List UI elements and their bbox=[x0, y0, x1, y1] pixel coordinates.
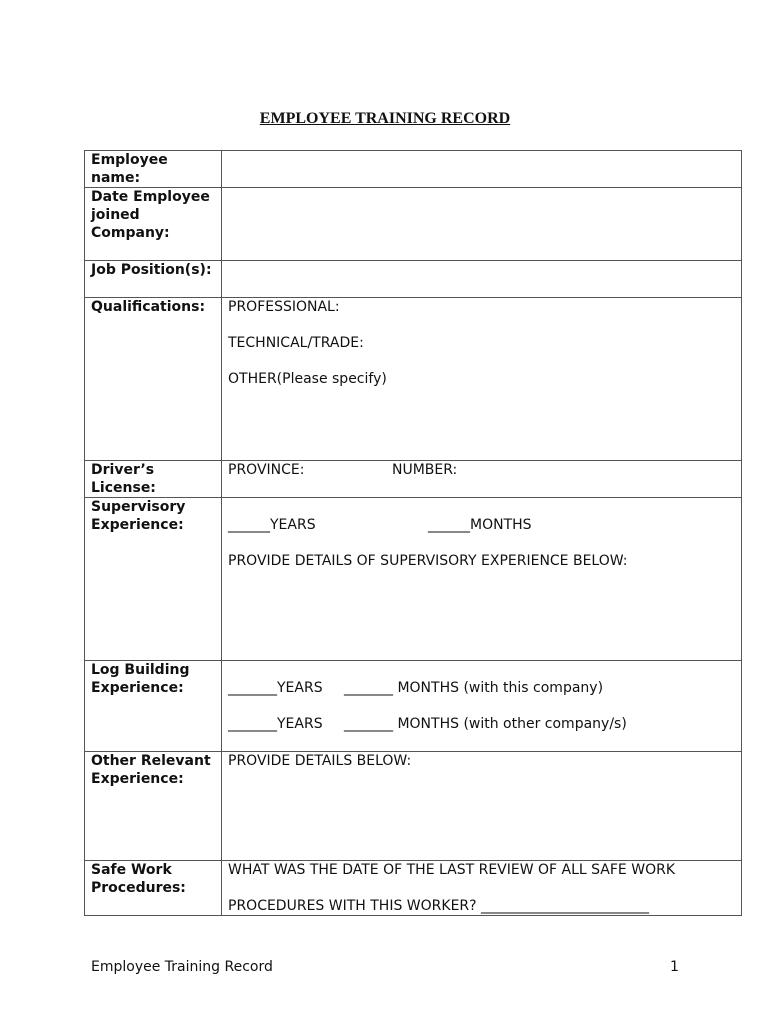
supervisory-field[interactable] bbox=[222, 498, 742, 661]
safe-work-question-line1: WHAT WAS THE DATE OF THE LAST REVIEW OF ALL SAFE WORK bbox=[228, 862, 675, 878]
log-building-field[interactable] bbox=[222, 661, 742, 752]
qualifications-field[interactable] bbox=[222, 298, 742, 461]
log-years-other-company: _______YEARS bbox=[228, 716, 323, 732]
safe-work-question-line2: PROCEDURES WITH THIS WORKER? ________________________ bbox=[228, 898, 650, 914]
log-months-other-company: _______ MONTHS (with other company/s) bbox=[344, 716, 627, 732]
row-date-joined bbox=[85, 188, 742, 261]
row-drivers-license bbox=[85, 461, 742, 498]
employee-name-label: Employee name: bbox=[85, 151, 222, 188]
supervisory-label: Supervisory Experience: bbox=[85, 498, 222, 661]
date-joined-label: Date Employee joined Company: bbox=[85, 188, 222, 261]
supervisory-years: ______YEARS bbox=[228, 517, 316, 533]
other-relevant-details-label: PROVIDE DETAILS BELOW: bbox=[228, 753, 412, 769]
row-qualifications bbox=[85, 298, 742, 461]
footer-page-number: 1 bbox=[670, 959, 679, 975]
drivers-license-field[interactable] bbox=[222, 461, 742, 498]
page-title: EMPLOYEE TRAINING RECORD bbox=[259, 110, 511, 127]
date-joined-field[interactable] bbox=[222, 188, 742, 261]
supervisory-months: ______MONTHS bbox=[428, 517, 532, 533]
row-log-building bbox=[85, 661, 742, 752]
safe-work-label: Safe Work Procedures: bbox=[85, 861, 222, 916]
employee-name-field[interactable] bbox=[222, 151, 742, 188]
log-years-this-company: _______YEARS bbox=[228, 680, 323, 696]
row-supervisory bbox=[85, 498, 742, 661]
log-months-this-company: _______ MONTHS (with this company) bbox=[344, 680, 604, 696]
job-position-label: Job Position(s): bbox=[85, 261, 222, 298]
other-relevant-field[interactable] bbox=[222, 752, 742, 861]
row-safe-work bbox=[85, 861, 742, 916]
row-employee-name bbox=[85, 151, 742, 188]
supervisory-details-label: PROVIDE DETAILS OF SUPERVISORY EXPERIENCE BELOW: bbox=[228, 553, 628, 569]
training-record-table bbox=[84, 150, 742, 916]
other-relevant-label: Other Relevant Experience: bbox=[85, 752, 222, 861]
log-building-label: Log Building Experience: bbox=[85, 661, 222, 752]
row-other-relevant bbox=[85, 752, 742, 861]
footer-doc-name: Employee Training Record bbox=[91, 959, 273, 975]
other-qualification-label: OTHER(Please specify) bbox=[228, 371, 387, 387]
qualifications-label: Qualifications: bbox=[85, 298, 222, 461]
technical-label: TECHNICAL/TRADE: bbox=[228, 335, 364, 351]
job-position-field[interactable] bbox=[222, 261, 742, 298]
license-number-label: NUMBER: bbox=[392, 462, 458, 478]
professional-label: PROFESSIONAL: bbox=[228, 299, 340, 315]
drivers-license-label: Driver’s License: bbox=[85, 461, 222, 498]
province-label: PROVINCE: bbox=[228, 462, 305, 478]
row-job-position bbox=[85, 261, 742, 298]
safe-work-field[interactable] bbox=[222, 861, 742, 916]
